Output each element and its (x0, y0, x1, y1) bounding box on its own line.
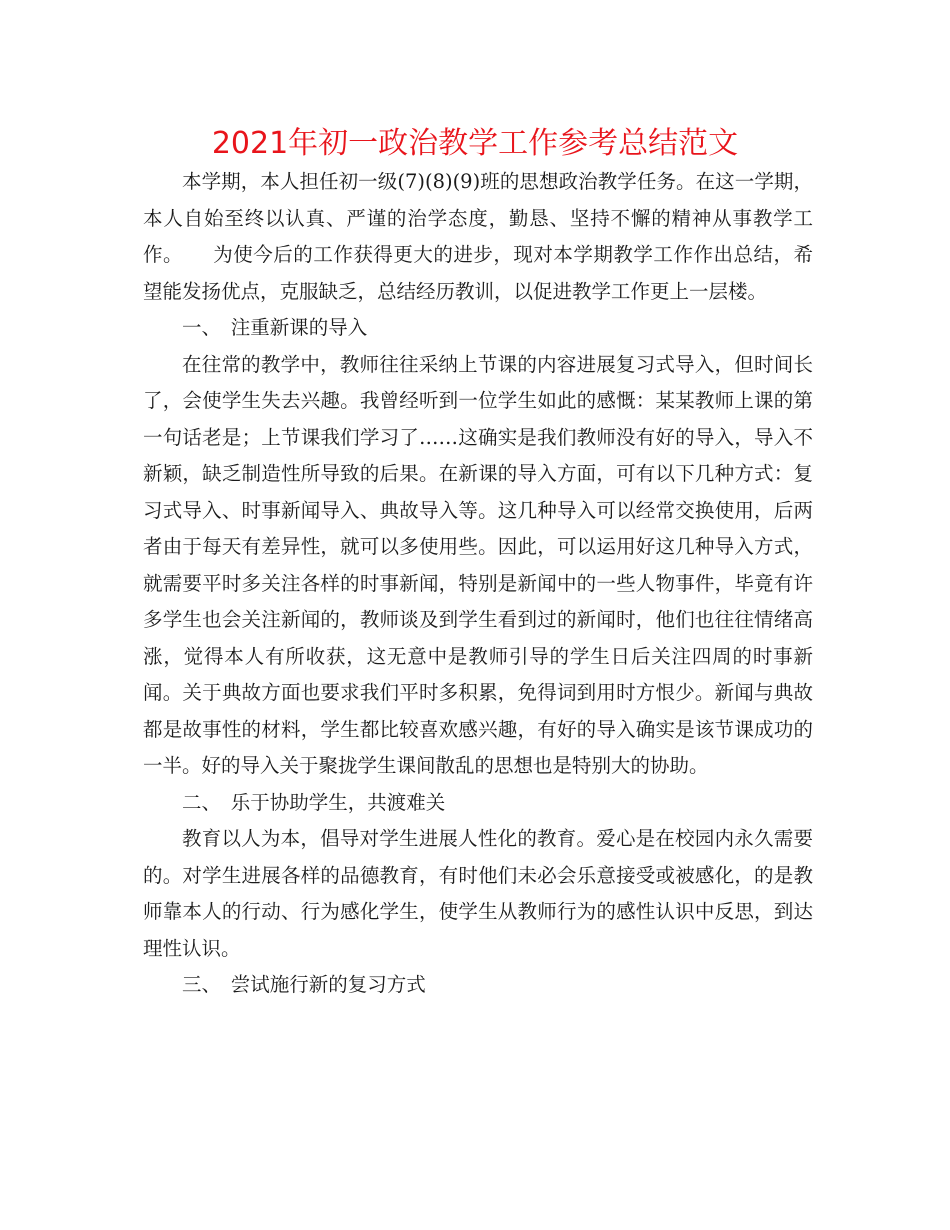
section-heading-2: 二、 乐于协助学生，共渡难关 (182, 790, 446, 814)
paragraph-intro: 本学期，本人担任初一级(7)(8)(9)班的思想政治教学任务。在这一学期，本人自始至终以认真、严谨的治学态度，勤恳、坚持不懈的精神从事教学工作。 为使今后的工作获得更大的进步，现对本学期教学工作作出总结，希望能发扬优点，克服缺乏，总结经历教训，以促进教学工作更上一层楼。 (143, 170, 813, 303)
paragraph-section-2: 教育以人为本，倡导对学生进展人性化的教育。爱心是在校园内永久需要的。对学生进展各样的品德教育，有时他们未必会乐意接受或被感化，的是教师靠本人的行动、行为感化学生，使学生从教师行为的感性认识中反思，到达理性认识。 (143, 827, 813, 960)
section-heading-1: 一、 注重新课的导入 (182, 316, 368, 339)
document-body (143, 164, 813, 1004)
paragraph-section-1: 在往常的教学中，教师往往采纳上节课的内容进展复习式导入，但时间长了，会使学生失去兴趣。我曾经听到一位学生如此的感慨：某某教师上课的第一句话老是；上节课我们学习了……这确实是我们教师没有好的导入，导入不新颖，缺乏制造性所导致的后果。在新课的导入方面，可有以下几种方式：复习式导入、时事新闻导入、典故导入等。这几种导入可以经常交换使用，后两者由于每天有差异性，就可以多使用些。因此，可以运用好这几种导入方式，就需要平时多关注各样的时事新闻，特别是新闻中的一些人物事件，毕竟有许多学生也会关注新闻的，教师谈及到学生看到过的新闻时，他们也往往情绪高涨，觉得本人有所收获，这无意中是教师引导的学生日后关注四周的时事新闻。关于典故方面也要求我们平时多积累，免得词到用时方恨少。新闻与典故都是故事性的材料，学生都比较喜欢感兴趣，有好的导入确实是该节课成功的一半。好的导入关于聚拢学生课间散乱的思想也是特别大的协助。 (143, 352, 813, 777)
section-heading-3: 三、 尝试施行新的复习方式 (182, 973, 426, 996)
document-title: 2021年初一政治教学工作参考总结范文 (211, 126, 739, 161)
